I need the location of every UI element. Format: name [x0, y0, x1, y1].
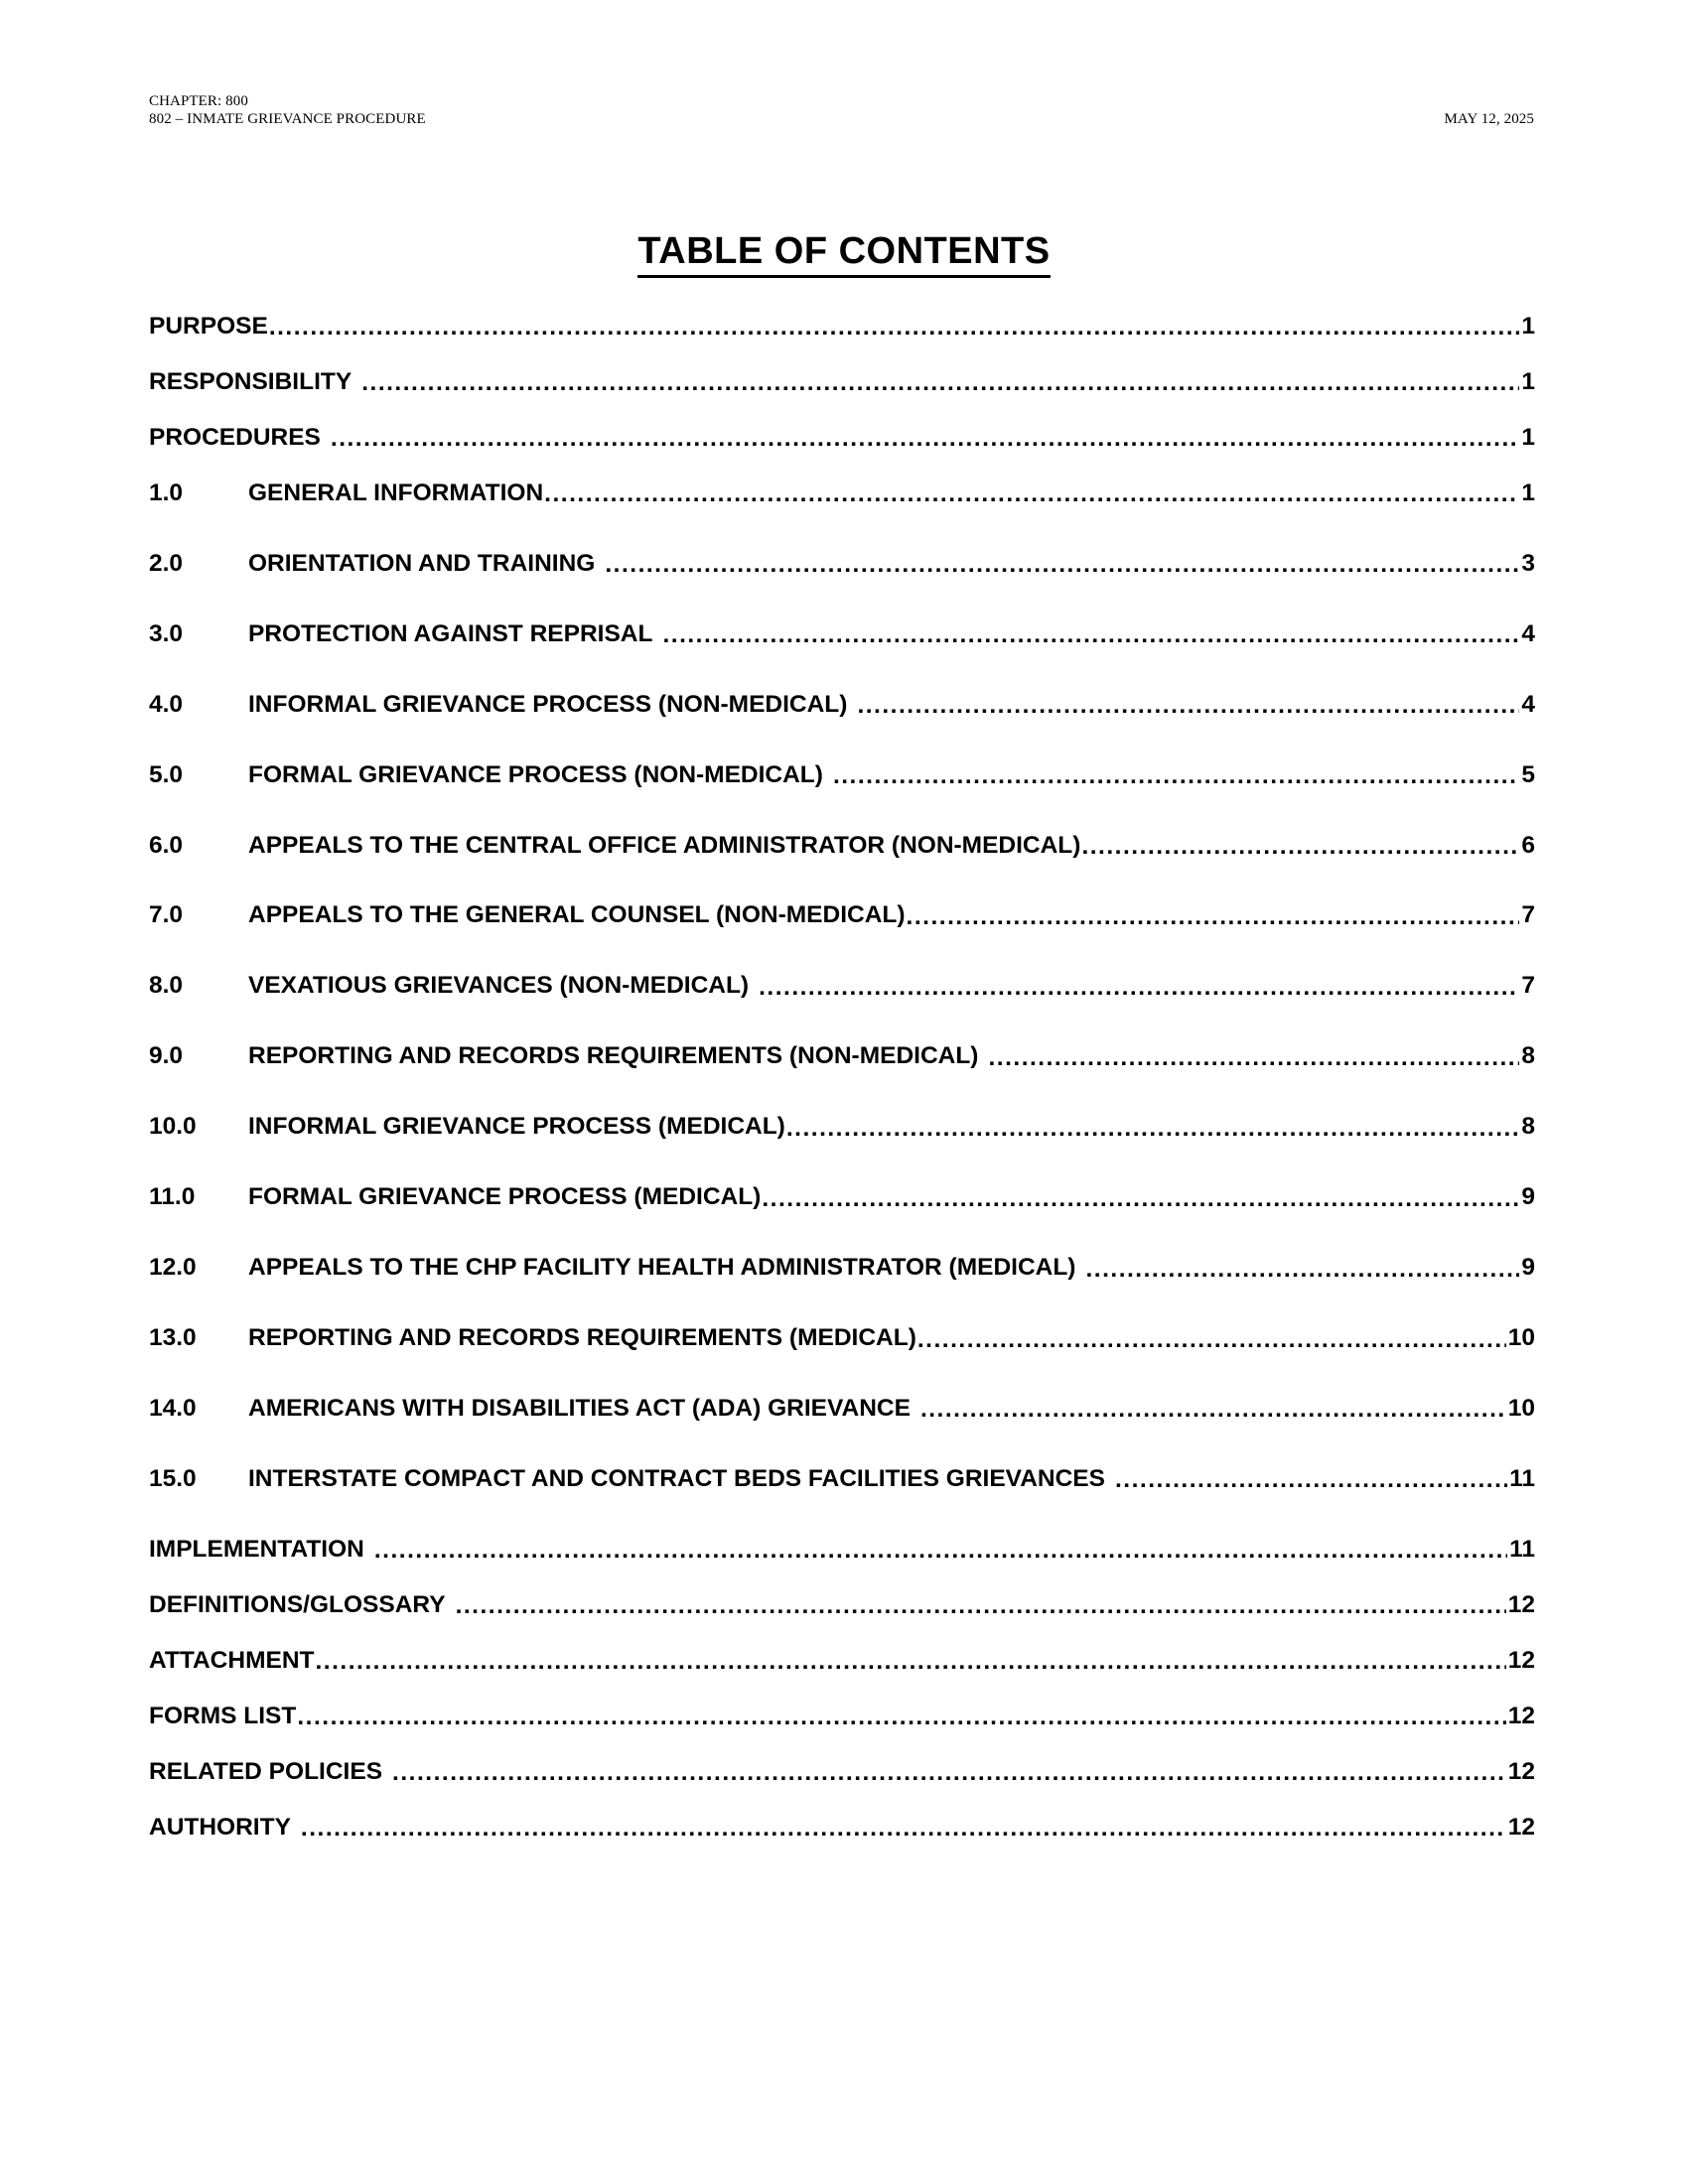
toc-entry-label: ATTACHMENT [149, 1646, 315, 1674]
toc-entry[interactable] [149, 1466, 1535, 1493]
toc-entry[interactable] [149, 1114, 1535, 1141]
toc-leader-dots [456, 1594, 1506, 1619]
toc-entry-page-number: 4 [1521, 619, 1535, 647]
toc-entry-number: 9.0 [149, 1042, 184, 1070]
toc-entry-label: VEXATIOUS GRIEVANCES (NON-MEDICAL) [248, 972, 750, 1000]
toc-entry[interactable] [149, 480, 1535, 507]
page-title-text: TABLE OF CONTENTS [637, 230, 1050, 278]
toc-entry-number: 12.0 [149, 1254, 197, 1282]
toc-entry-number: 4.0 [149, 690, 184, 718]
toc-leader-dots [1081, 835, 1519, 860]
toc-entry-page-number: 12 [1507, 1590, 1535, 1618]
revision-date: MAY 12, 2025 [1444, 110, 1534, 127]
toc-entry-number: 10.0 [149, 1113, 197, 1141]
toc-leader-dots [917, 1328, 1506, 1353]
toc-entry-label: REPORTING AND RECORDS REQUIREMENTS (NON-MEDICAL) [248, 1042, 979, 1070]
toc-leader-dots [269, 316, 1520, 341]
toc-entry-label: APPEALS TO THE CHP FACILITY HEALTH ADMINISTRATOR (MEDICAL) [248, 1254, 1076, 1282]
toc-entry[interactable] [149, 973, 1535, 1000]
toc-leader-dots [907, 905, 1520, 930]
toc-entry-page-number: 12 [1507, 1646, 1535, 1674]
toc-entry-number: 5.0 [149, 760, 184, 788]
toc-entry-number: 3.0 [149, 619, 184, 647]
toc-entry[interactable] [149, 1537, 1535, 1564]
toc-entry-label: AMERICANS WITH DISABILITIES ACT (ADA) GRIEVANCE [248, 1395, 911, 1422]
toc-entry-number: 1.0 [149, 478, 184, 506]
toc-entry-page-number: 11 [1509, 1535, 1535, 1563]
toc-leader-dots [759, 976, 1519, 1001]
toc-leader-dots [297, 1706, 1505, 1730]
toc-entry-label: RELATED POLICIES [149, 1757, 383, 1785]
toc-leader-dots [920, 1398, 1506, 1423]
toc-entry[interactable] [149, 1184, 1535, 1211]
toc-entry[interactable] [149, 762, 1535, 789]
toc-entry[interactable] [149, 1648, 1535, 1675]
toc-entry[interactable] [149, 1325, 1535, 1352]
toc-leader-dots [988, 1046, 1519, 1071]
toc-entry-label: DEFINITIONS/GLOSSARY [149, 1590, 446, 1618]
toc-entry-page-number: 1 [1521, 478, 1535, 506]
toc-leader-dots [1085, 1258, 1519, 1283]
toc-entry-label: AUTHORITY [149, 1813, 291, 1841]
toc-entry-page-number: 11 [1509, 1464, 1535, 1492]
running-header [149, 93, 1534, 128]
toc-entry-page-number: 8 [1521, 1113, 1535, 1141]
toc-entry-number: 8.0 [149, 972, 184, 1000]
toc-leader-dots [301, 1817, 1506, 1842]
toc-entry-label: APPEALS TO THE GENERAL COUNSEL (NON-MEDICAL) [248, 901, 906, 929]
toc-leader-dots [374, 1539, 1507, 1564]
toc-entry-page-number: 10 [1507, 1395, 1535, 1422]
toc-entry[interactable] [149, 833, 1535, 860]
toc-entry[interactable] [149, 425, 1535, 452]
toc-entry-page-number: 9 [1521, 1183, 1535, 1211]
toc-entry-page-number: 7 [1521, 901, 1535, 929]
header-line-1 [149, 93, 1534, 111]
toc-entry-page-number: 3 [1521, 549, 1535, 577]
toc-entry-label: PURPOSE [149, 313, 268, 340]
toc-entry-number: 13.0 [149, 1324, 197, 1352]
toc-leader-dots [857, 694, 1519, 719]
toc-entry-page-number: 12 [1507, 1813, 1535, 1841]
toc-entry-label: IMPLEMENTATION [149, 1535, 364, 1563]
toc-entry-page-number: 9 [1521, 1254, 1535, 1282]
toc-leader-dots [786, 1117, 1520, 1142]
toc-entry-label: RESPONSIBILITY [149, 367, 352, 395]
toc-entry-page-number: 12 [1507, 1702, 1535, 1729]
toc-leader-dots [1115, 1468, 1507, 1493]
toc-entry-number: 2.0 [149, 549, 184, 577]
toc-entry-label: FORMS LIST [149, 1702, 297, 1729]
toc-entry[interactable] [149, 1396, 1535, 1423]
toc-entry-number: 7.0 [149, 901, 184, 929]
toc-entry-page-number: 1 [1521, 423, 1535, 451]
toc-entry-number: 6.0 [149, 831, 184, 859]
toc-entry-label: PROCEDURES [149, 423, 321, 451]
toc-entry-label: INFORMAL GRIEVANCE PROCESS (NON-MEDICAL) [248, 690, 848, 718]
toc-entry-label: ORIENTATION AND TRAINING [248, 549, 596, 577]
toc-entry-page-number: 7 [1521, 972, 1535, 1000]
toc-entry[interactable] [149, 1815, 1535, 1842]
chapter-label: CHAPTER: 800 [149, 93, 248, 109]
toc-entry[interactable] [149, 369, 1535, 396]
toc-entry-page-number: 8 [1521, 1042, 1535, 1070]
toc-entry[interactable] [149, 621, 1535, 648]
toc-entry-page-number: 10 [1507, 1324, 1535, 1352]
toc-entry-label: INFORMAL GRIEVANCE PROCESS (MEDICAL) [248, 1113, 785, 1141]
header-line-2 [149, 111, 1534, 129]
toc-leader-dots [833, 764, 1519, 789]
toc-leader-dots [762, 1187, 1519, 1212]
page-title [0, 230, 1688, 273]
toc-entry[interactable] [149, 1592, 1535, 1619]
toc-entry-label: APPEALS TO THE CENTRAL OFFICE ADMINISTRATOR (NON-MEDICAL) [248, 831, 1081, 859]
toc-entry-label: REPORTING AND RECORDS REQUIREMENTS (MEDICAL) [248, 1324, 916, 1352]
toc-entry[interactable] [149, 1043, 1535, 1070]
toc-leader-dots [605, 553, 1519, 578]
toc-entry[interactable] [149, 551, 1535, 578]
toc-entry-page-number: 4 [1521, 690, 1535, 718]
toc-leader-dots [331, 427, 1519, 452]
toc-entry-label: FORMAL GRIEVANCE PROCESS (MEDICAL) [248, 1183, 762, 1211]
toc-leader-dots [392, 1761, 1506, 1786]
toc-entry[interactable] [149, 1255, 1535, 1282]
policy-title-label: 802 – INMATE GRIEVANCE PROCEDURE [149, 110, 426, 127]
toc-entry-number: 11.0 [149, 1183, 196, 1211]
toc-entry-page-number: 5 [1521, 760, 1535, 788]
toc-entry[interactable] [149, 1704, 1535, 1730]
toc-entry-page-number: 1 [1521, 367, 1535, 395]
table-of-contents [149, 314, 1535, 1870]
toc-entry[interactable] [149, 692, 1535, 719]
toc-leader-dots [315, 1650, 1505, 1675]
toc-leader-dots [544, 482, 1519, 507]
toc-entry-page-number: 1 [1521, 313, 1535, 340]
toc-entry-number: 14.0 [149, 1395, 197, 1422]
toc-entry-label: INTERSTATE COMPACT AND CONTRACT BEDS FACILITIES GRIEVANCES [248, 1464, 1105, 1492]
toc-entry-page-number: 6 [1521, 831, 1535, 859]
toc-entry-label: PROTECTION AGAINST REPRISAL [248, 619, 653, 647]
toc-entry[interactable] [149, 1759, 1535, 1786]
toc-entry-label: FORMAL GRIEVANCE PROCESS (NON-MEDICAL) [248, 760, 823, 788]
toc-entry[interactable] [149, 902, 1535, 929]
toc-entry-number: 15.0 [149, 1464, 197, 1492]
toc-leader-dots [662, 623, 1519, 648]
toc-entry-label: GENERAL INFORMATION [248, 478, 544, 506]
toc-entry[interactable] [149, 314, 1535, 341]
toc-leader-dots [361, 371, 1519, 396]
toc-entry-page-number: 12 [1507, 1757, 1535, 1785]
